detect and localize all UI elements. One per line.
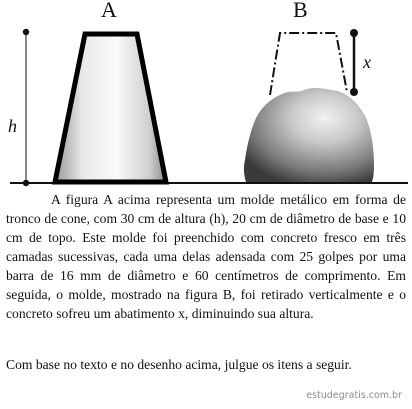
instruction-text: Com base no texto e no desenho acima, julgue os itens a seguir.: [6, 357, 352, 372]
slump-test-figure: [0, 0, 412, 190]
slump-dimension: [350, 29, 358, 96]
metal-mold: [55, 34, 166, 182]
height-variable: h: [8, 116, 17, 136]
label-b: B: [293, 0, 308, 22]
height-dimension: [23, 29, 29, 186]
slump-variable: x: [363, 52, 371, 72]
description-paragraph: A figura A acima representa um molde metálico em forma de tronco de cone, com 30 cm de altura (h), 20 cm de diâmetro de base e 10 cm de topo. Este molde foi preenchido com concreto fresco em três camadas sucessivas, cada uma delas adensada com 25 golpes por uma barra de 16 mm de diâmetro e 60 centímetros de comprimento. Em seguida, o molde, mostrado na figura B, foi retirado verticalmente e o concreto sofreu um abatimento x, diminuindo sua altura.: [6, 192, 406, 321]
mold-outline-dashed: [270, 33, 347, 95]
label-a: A: [101, 0, 117, 22]
slumped-concrete: [244, 88, 374, 182]
watermark: estudegratis.com.br: [306, 390, 402, 401]
